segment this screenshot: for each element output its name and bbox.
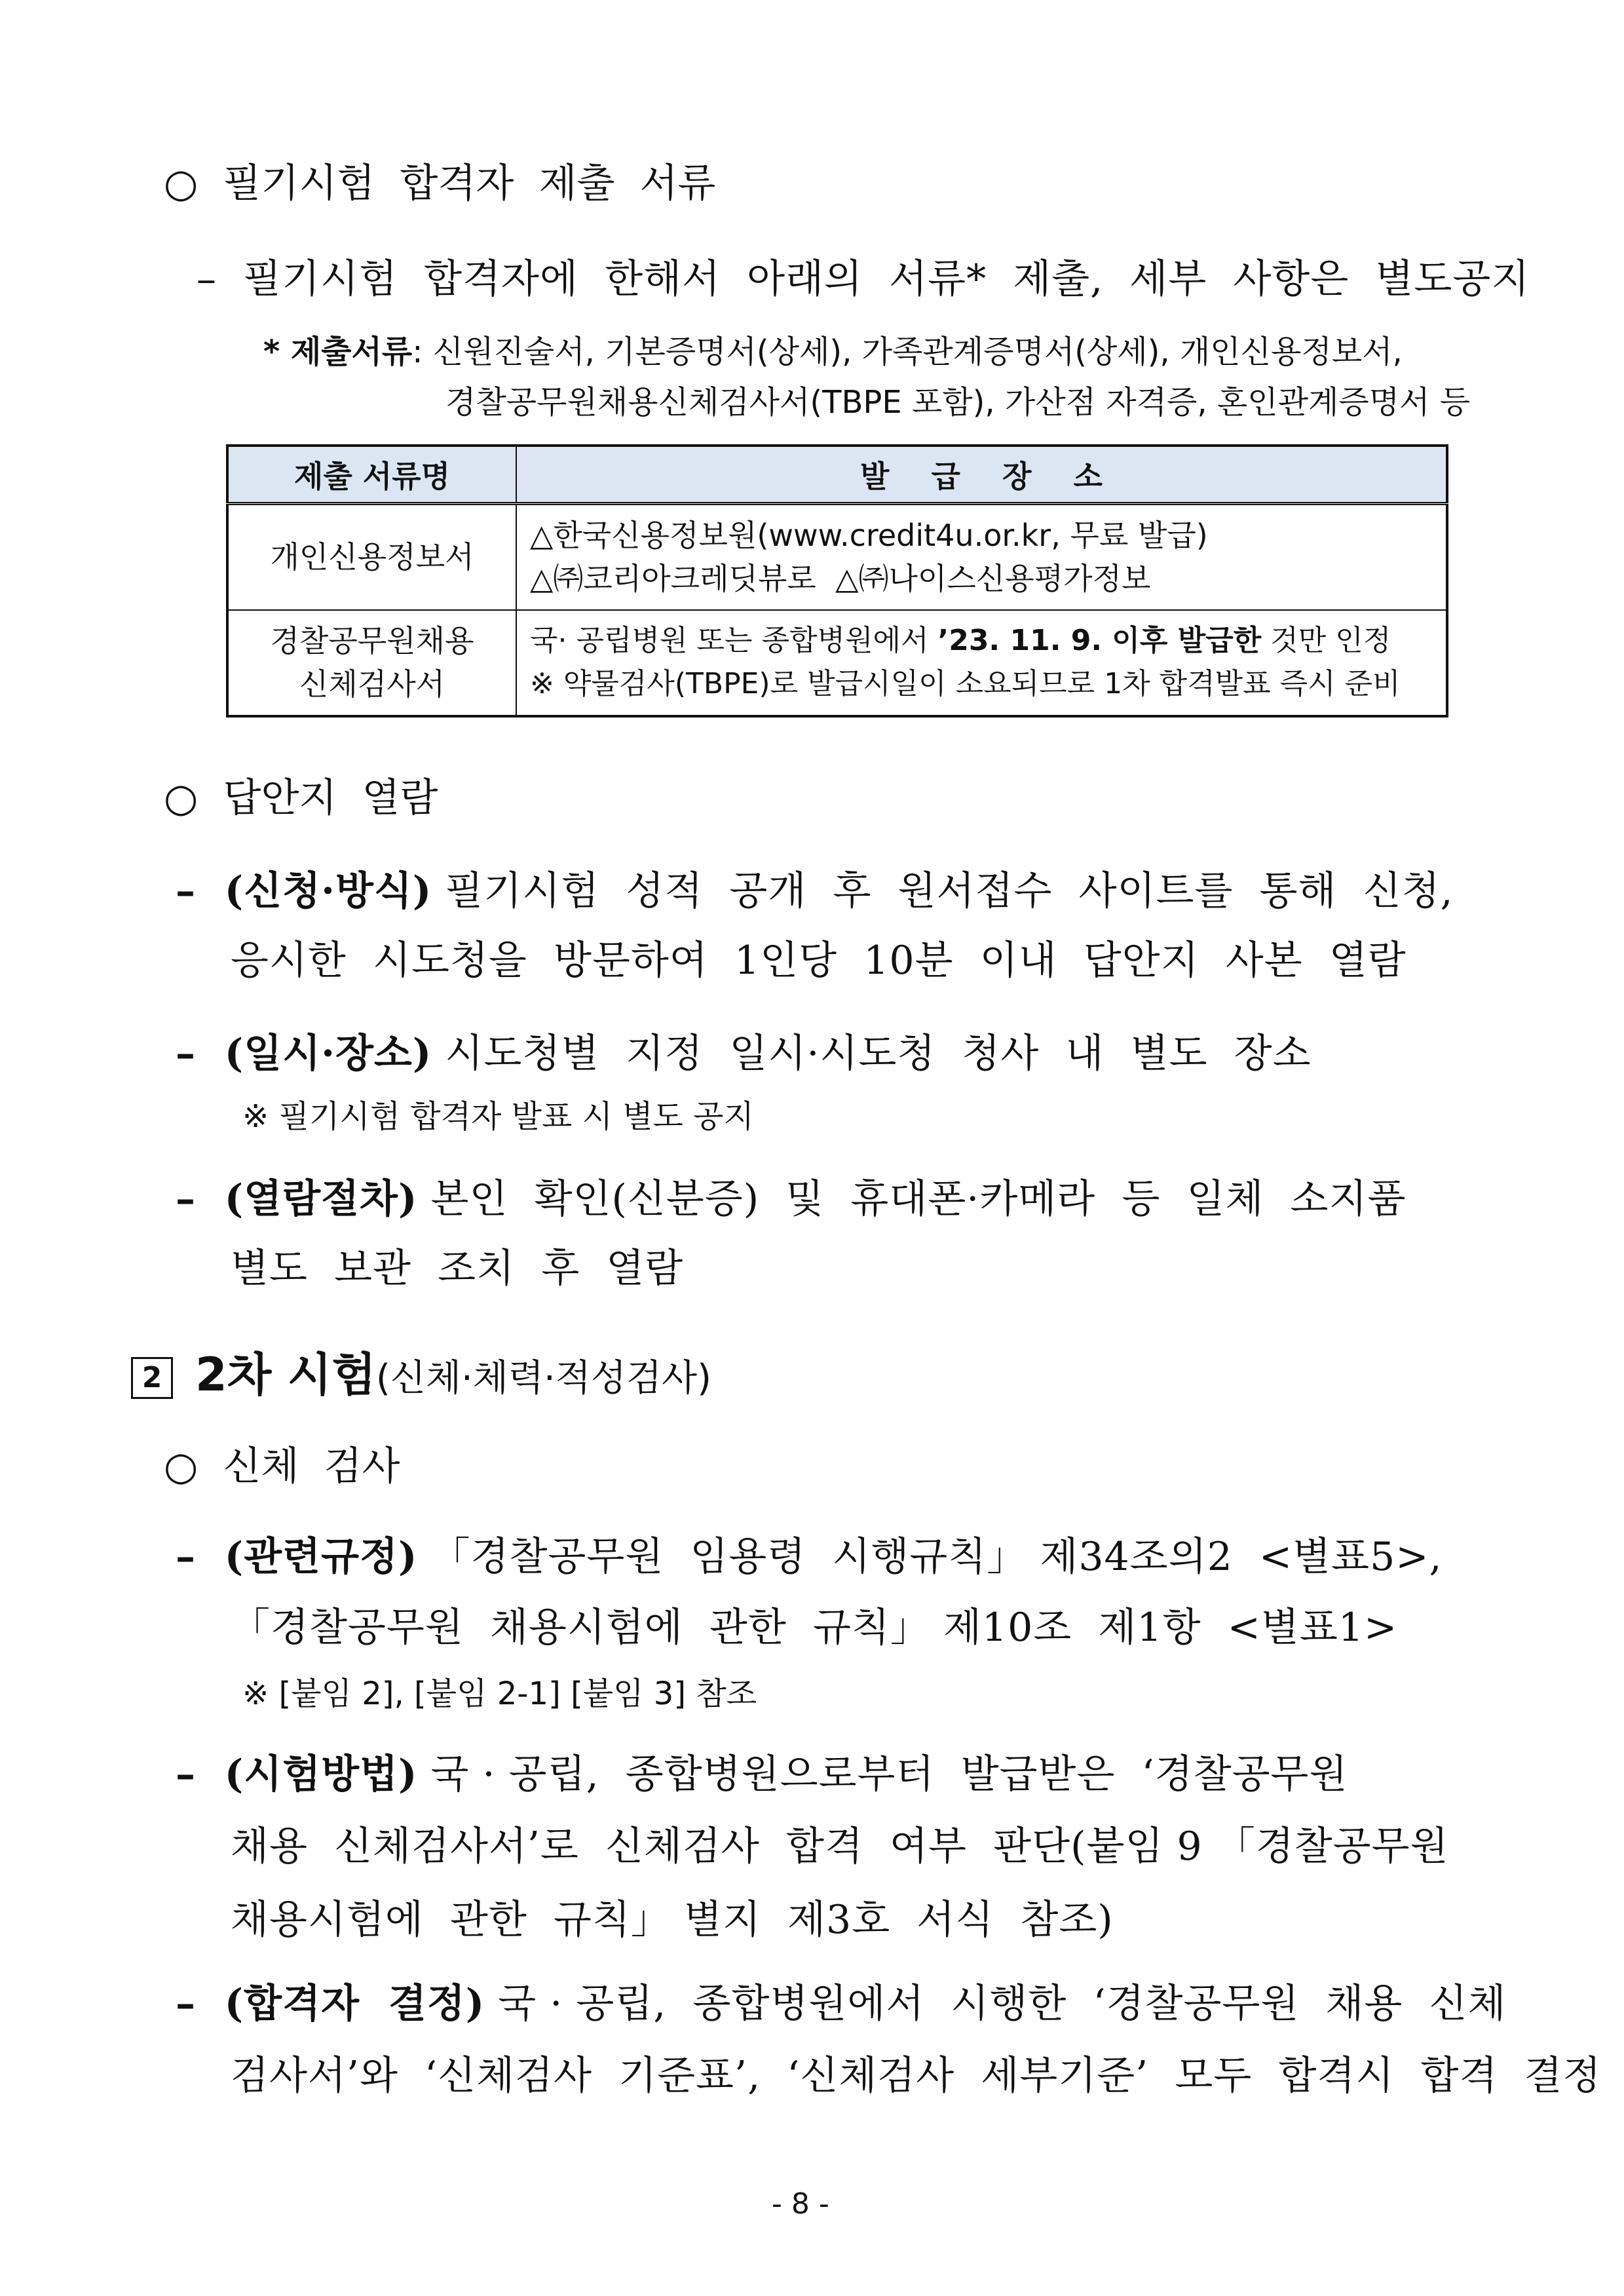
answer-item-time-place — [176, 1022, 1312, 1079]
issue-place-text: 것만 인정 — [1261, 624, 1391, 657]
exam-item-regulations-note: ※ [붙임 2], [붙임 2-1] [붙임 3] 참조 — [242, 1675, 757, 1712]
table-cell-issue-place — [516, 504, 1447, 610]
table-header-doc-name: 제출 서류명 — [227, 446, 516, 504]
item-text: 「경찰공무원 임용령 시행규칙」 제34조의2 <별표5>, — [417, 1534, 1443, 1580]
issue-place-line: △㈜코리아크레딧뷰로 △㈜나이스신용평가정보 — [530, 561, 1151, 597]
section-title: 2차 시험 — [195, 1348, 376, 1402]
answer-item-time-place-note: ※ 필기시험 합격자 발표 시 별도 공지 — [242, 1098, 754, 1135]
exam-item-method-line3: 채용시험에 관한 규칙」 별지 제3호 서식 참조) — [231, 1897, 1114, 1943]
table-header-row — [227, 446, 1447, 504]
table-cell-issue-place — [516, 610, 1447, 716]
exam-item-decision-line2: 검사서’와 ‘신체검사 기준표’, ‘신체검사 세부기준’ 모두 합격시 합격 결정 — [231, 2053, 1602, 2099]
exam-item-method-line2: 채용 신체검사서’로 신체검사 합격 여부 판단(붙임 9 「경찰공무원 — [231, 1824, 1449, 1869]
page-number: - 8 - — [772, 2187, 829, 2221]
item-label: – (합격자 결정) — [176, 1981, 485, 2027]
answer-item-apply — [176, 860, 1454, 916]
item-label: – (관련규정) — [176, 1534, 418, 1580]
section-subtitle: (신체·체력·적성검사) — [375, 1357, 712, 1400]
submission-docs-note-line1 — [263, 326, 1403, 372]
answer-item-apply-line2: 응시한 시도청을 방문하여 1인당 10분 이내 답안지 사본 열람 — [231, 938, 1407, 984]
item-text: 본인 확인(신분증) 및 휴대폰·카메라 등 일체 소지품 — [417, 1176, 1407, 1222]
section-2-heading — [131, 1338, 711, 1404]
issue-place-line: △한국신용정보원(www.credit4u.or.kr, 무료 발급) — [530, 518, 1208, 554]
exam-item-method — [176, 1743, 1348, 1799]
item-text: 시도청별 지정 일시·시도청 청사 내 별도 장소 — [432, 1031, 1312, 1077]
issue-date-condition: ’23. 11. 9. 이후 발급한 — [937, 624, 1262, 657]
note-text: : 신원진술서, 기본증명서(상세), 가족관계증명서(상세), 개인신용정보서, — [412, 334, 1403, 370]
submission-docs-table — [226, 444, 1448, 718]
section-heading-submission-docs: ○ 필기시험 합격자 제출 서류 — [164, 161, 716, 206]
submission-docs-note-line2: 경찰공무원채용신체검사서(TBPE 포함), 가산점 자격증, 혼인관계증명서 등 — [445, 384, 1471, 421]
section-heading-physical-exam: ○ 신체 검사 — [164, 1444, 400, 1489]
exam-item-decision — [176, 1972, 1506, 2029]
submission-docs-line: – 필기시험 합격자에 한해서 아래의 서류* 제출, 세부 사항은 별도공지 — [197, 256, 1530, 302]
section-number-box: 2 — [131, 1357, 173, 1399]
item-text: 국 · 공립, 종합병원에서 시행한 ‘경찰공무원 채용 신체 — [485, 1981, 1507, 2027]
answer-item-procedure-line2: 별도 보관 조치 후 열람 — [231, 1246, 684, 1292]
item-label: – (일시·장소) — [176, 1031, 432, 1077]
exam-item-regulations — [176, 1525, 1443, 1582]
answer-item-procedure — [176, 1168, 1406, 1224]
issue-place-text: 국· 공립병원 또는 종합병원에서 — [530, 624, 938, 657]
table-header-issue-place: 발 급 장 소 — [516, 446, 1447, 504]
table-cell-doc-name: 개인신용정보서 — [227, 504, 516, 610]
table-row — [227, 504, 1447, 610]
issue-place-line — [530, 619, 1433, 662]
section-heading-answer-sheet: ○ 답안지 열람 — [164, 775, 438, 821]
item-text: 필기시험 성적 공개 후 원서접수 사이트를 통해 신청, — [432, 868, 1454, 914]
note-label: * 제출서류 — [263, 334, 413, 370]
table-cell-doc-name — [227, 610, 516, 716]
item-label: – (시험방법) — [176, 1751, 418, 1797]
table-row — [227, 610, 1447, 716]
item-label: – (열람절차) — [176, 1176, 418, 1222]
item-text: 국 · 공립, 종합병원으로부터 발급받은 ‘경찰공무원 — [417, 1751, 1348, 1797]
doc-name-line: 신체검사서 — [299, 666, 445, 702]
item-label: – (신청·방식) — [176, 868, 432, 914]
exam-item-regulations-line2: 「경찰공무원 채용시험에 관한 규칙」 제10조 제1항 <별표1> — [231, 1605, 1398, 1651]
doc-name-line: 경찰공무원채용 — [270, 623, 474, 659]
issue-place-note: ※ 약물검사(TBPE)로 발급시일이 소요되므로 1차 합격발표 즉시 준비 — [530, 667, 1401, 700]
